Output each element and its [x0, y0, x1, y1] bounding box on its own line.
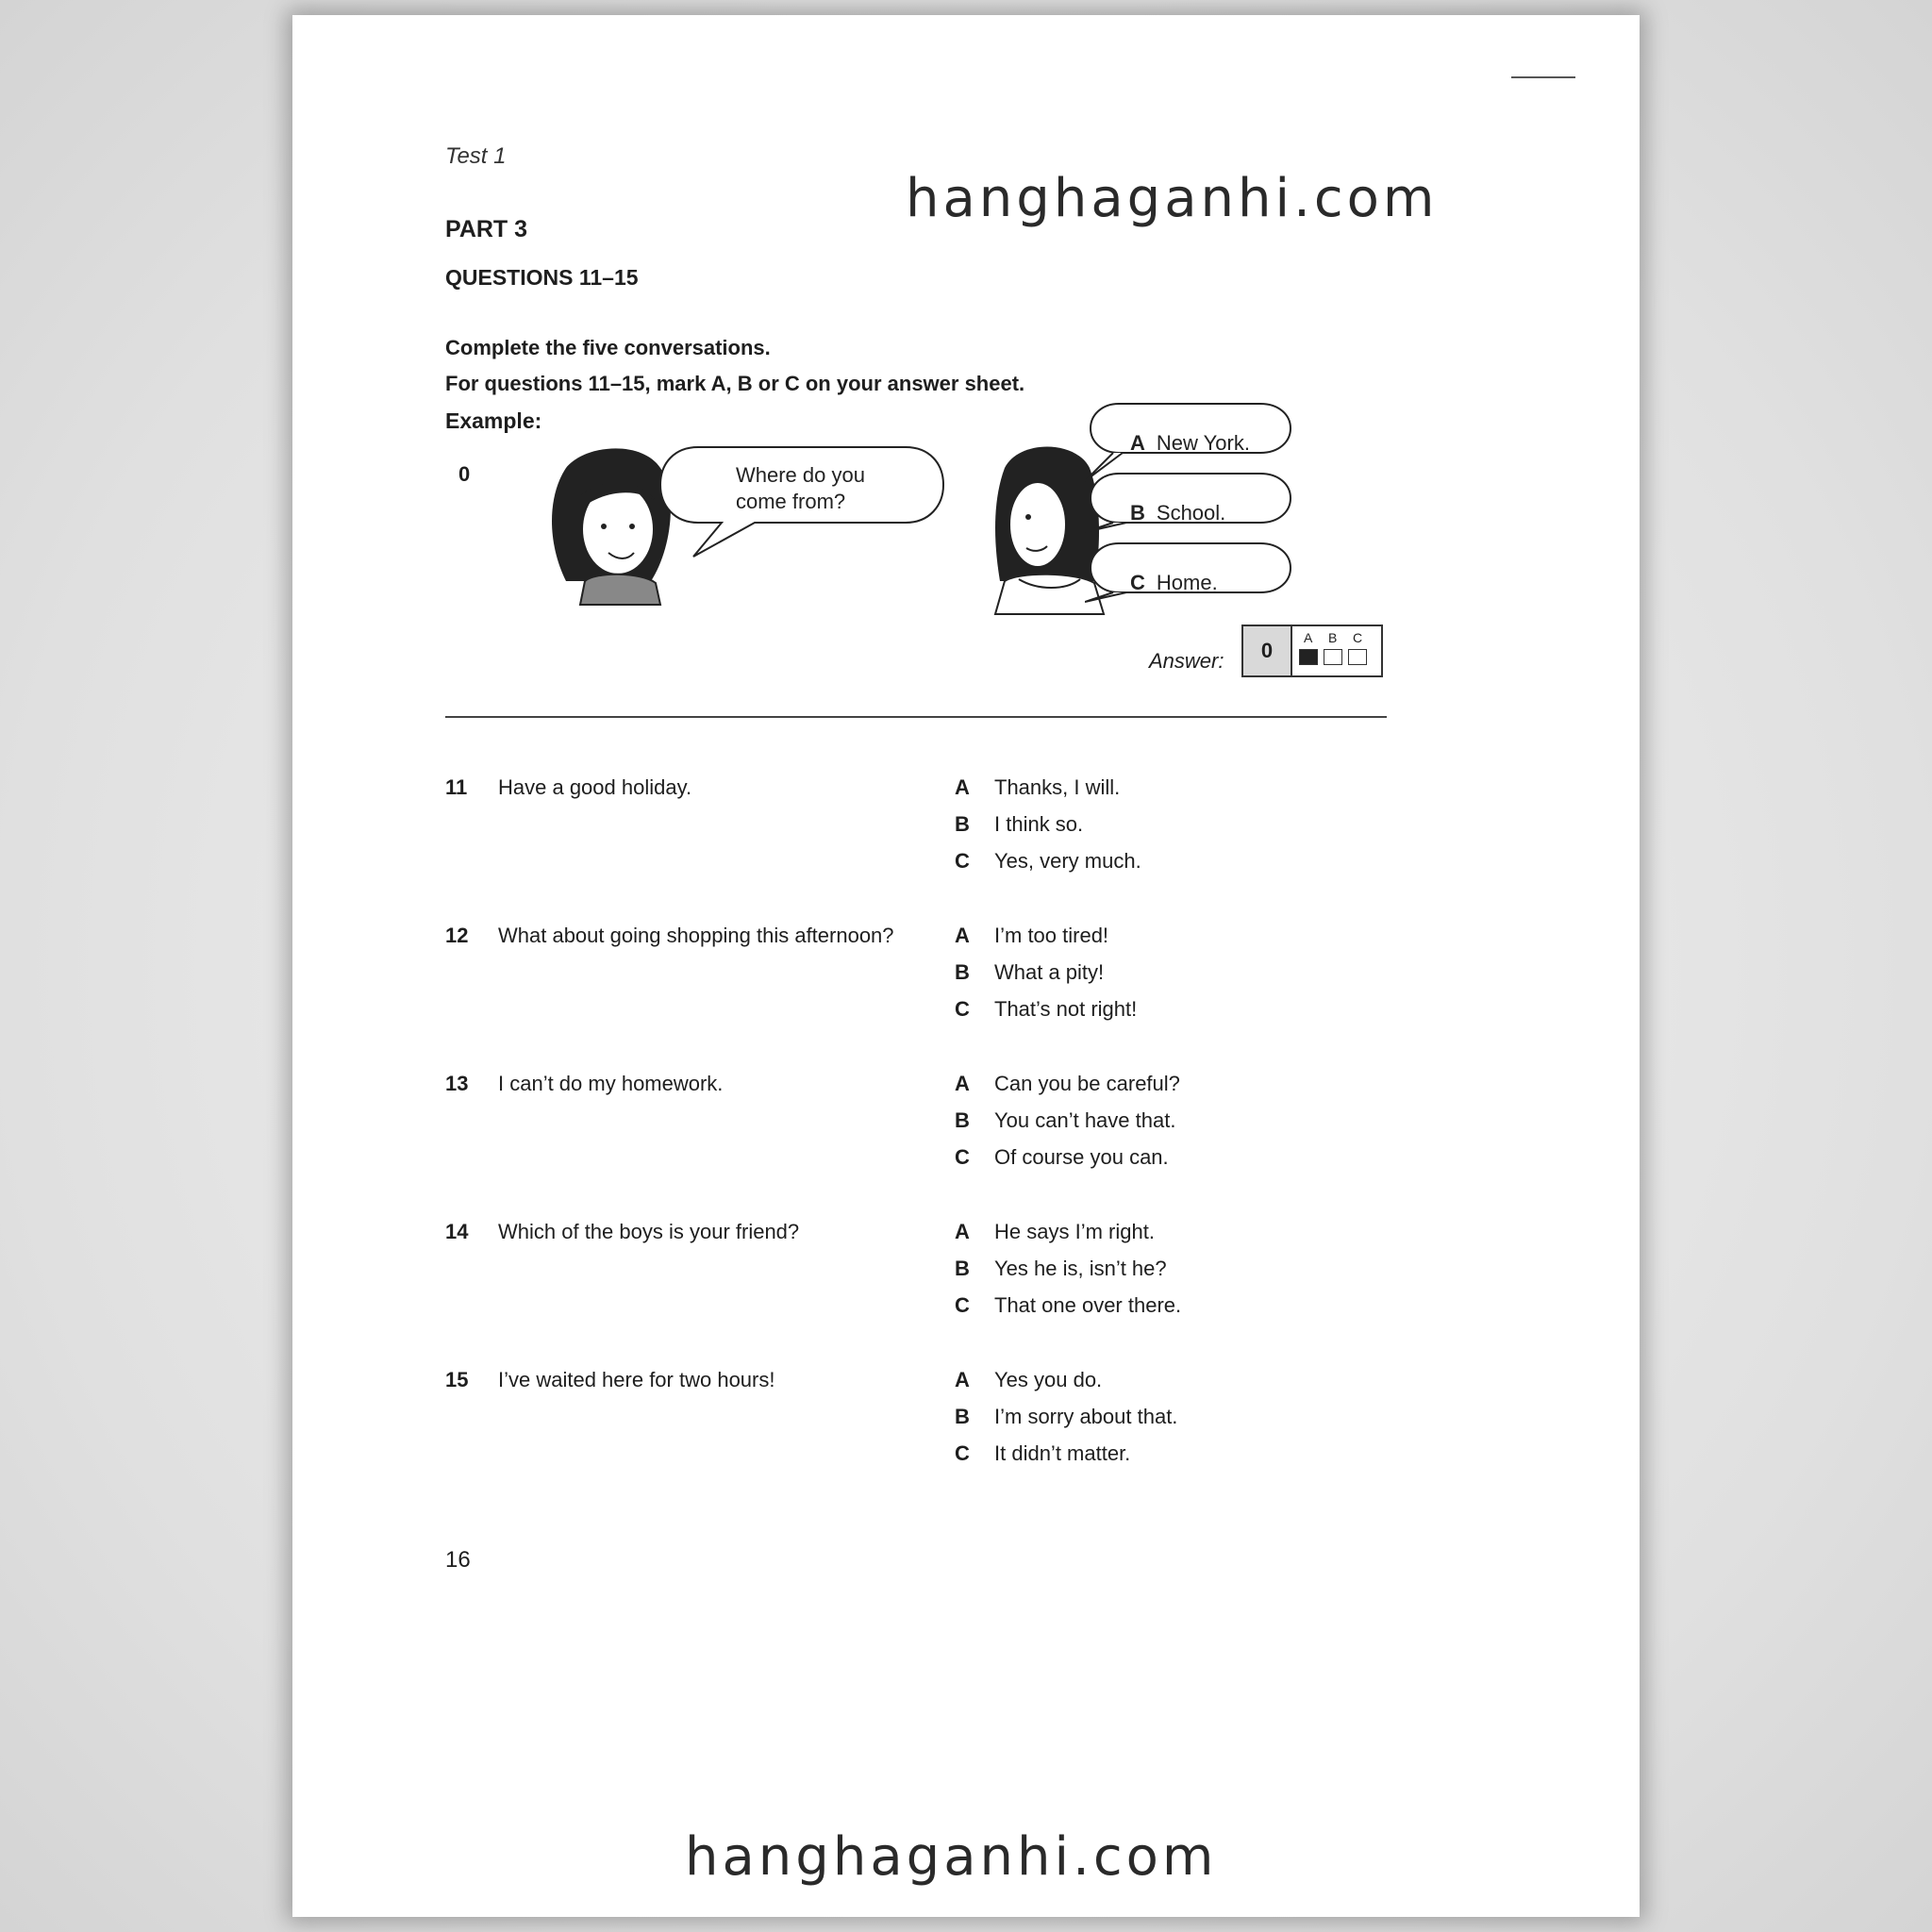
option-text: Of course you can.	[994, 1145, 1169, 1169]
question-number: 11	[445, 775, 468, 799]
question-text: Which of the boys is your friend?	[498, 1220, 800, 1243]
option-letter: B	[955, 1257, 970, 1280]
page-number: 16	[445, 1547, 471, 1573]
question-number: 13	[445, 1072, 469, 1095]
answer-grid	[1292, 626, 1381, 675]
option-text: Yes he is, isn’t he?	[994, 1257, 1167, 1280]
section-divider	[445, 716, 1387, 718]
question-number: 14	[445, 1220, 469, 1243]
answer-number: 0	[1243, 626, 1292, 675]
answer-cell-a-filled	[1299, 649, 1318, 665]
example-question-line-1: Where do you	[736, 463, 865, 487]
document-page	[292, 15, 1640, 1917]
option-text: I think so.	[994, 812, 1084, 836]
example-option-b: B School.	[1130, 501, 1226, 525]
test-label: Test 1	[445, 143, 507, 169]
question-text: What about going shopping this afternoon?	[498, 924, 894, 947]
girl-illustration	[552, 448, 671, 605]
answer-letter-a: A	[1304, 630, 1313, 645]
option-text: I’m sorry about that.	[994, 1405, 1178, 1428]
top-rule	[1511, 76, 1575, 78]
option-letter: B	[955, 1405, 970, 1428]
option-letter: A	[955, 775, 970, 799]
watermark-top: hanghaganhi.com	[906, 168, 1439, 229]
option-text: It didn’t matter.	[994, 1441, 1131, 1465]
option-letter: B	[955, 812, 970, 836]
answer-label: Answer:	[1149, 649, 1224, 673]
example-option-a: A New York.	[1130, 431, 1250, 455]
option-letter: B	[955, 960, 970, 984]
option-text: Yes you do.	[994, 1368, 1103, 1391]
option-text: I’m too tired!	[994, 924, 1109, 947]
option-text: Thanks, I will.	[994, 775, 1121, 799]
option-letter: C	[955, 1441, 970, 1465]
option-letter: B	[955, 1108, 970, 1132]
option-letter: C	[955, 849, 970, 873]
option-letter: A	[955, 1072, 970, 1095]
option-letter: A	[955, 924, 970, 947]
example-label: Example:	[445, 408, 542, 433]
option-letter: A	[955, 1368, 970, 1391]
example-option-c: C Home.	[1130, 571, 1218, 594]
question-number: 12	[445, 924, 469, 947]
option-letter: C	[955, 997, 970, 1021]
option-letter: C	[955, 1293, 970, 1317]
option-text: That’s not right!	[994, 997, 1138, 1021]
answer-letter-b: B	[1328, 630, 1338, 645]
option-text: That one over there.	[994, 1293, 1182, 1317]
answer-letter-c: C	[1353, 630, 1363, 645]
question-text: Have a good holiday.	[498, 775, 692, 799]
option-text: You can’t have that.	[994, 1108, 1176, 1132]
answer-cell-b	[1324, 649, 1342, 665]
question-number: 15	[445, 1368, 469, 1391]
instruction-2: For questions 11–15, mark A, B or C on your answer sheet.	[445, 372, 1025, 395]
part-title: PART 3	[445, 216, 528, 242]
answer-cell-c	[1348, 649, 1367, 665]
question-text: I can’t do my homework.	[498, 1072, 724, 1095]
option-text: Can you be careful?	[994, 1072, 1180, 1095]
watermark-bottom: hanghaganhi.com	[685, 1826, 1218, 1888]
instruction-1: Complete the five conversations.	[445, 336, 771, 359]
option-letter: C	[955, 1145, 970, 1169]
example-question-line-2: come from?	[736, 490, 846, 513]
option-text: Yes, very much.	[994, 849, 1141, 873]
questions-range: QUESTIONS 11–15	[445, 265, 639, 290]
example-number: 0	[458, 462, 471, 486]
example-answer-box	[1241, 625, 1383, 677]
option-letter: A	[955, 1220, 970, 1243]
question-text: I’ve waited here for two hours!	[498, 1368, 775, 1391]
option-text: What a pity!	[994, 960, 1105, 984]
option-text: He says I’m right.	[994, 1220, 1155, 1243]
